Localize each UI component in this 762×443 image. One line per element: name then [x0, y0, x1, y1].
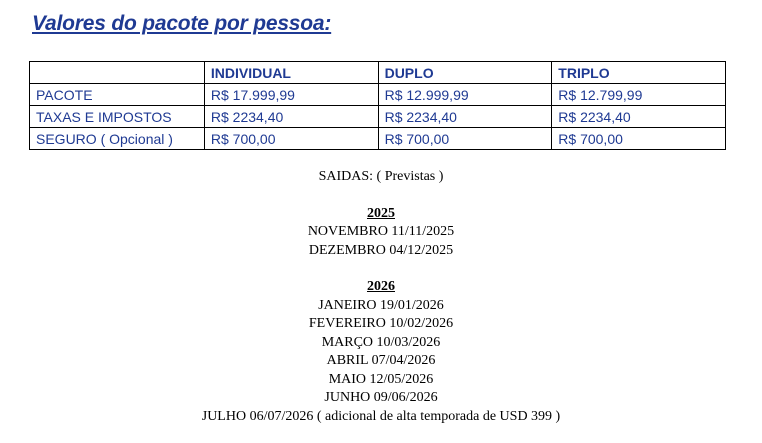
price-cell: R$ 700,00 [552, 128, 726, 150]
price-cell: R$ 12.799,99 [552, 84, 726, 106]
header-cell-triplo: TRIPLO [552, 62, 726, 84]
price-cell: R$ 700,00 [378, 128, 552, 150]
departure-date: MARÇO 10/03/2026 [321, 334, 441, 350]
table-header-row [30, 62, 726, 84]
section-spacer [0, 260, 762, 278]
departure-date: FEVEREIRO 10/02/2026 [308, 316, 454, 331]
departure-date: JANEIRO 19/01/2026 [318, 297, 444, 313]
price-table [29, 61, 726, 150]
departure-date: MAIO 12/05/2026 [328, 371, 434, 387]
price-cell: R$ 2234,40 [204, 106, 378, 128]
row-label: PACOTE [30, 84, 205, 106]
header-cell-individual: INDIVIDUAL [204, 62, 378, 84]
departure-date: NOVEMBRO 11/11/2025 [307, 224, 455, 239]
departure-date: JULHO 06/07/2026 ( adicional de alta temporada de USD 399 ) [201, 408, 561, 424]
departure-date: DEZEMBRO 04/12/2025 [308, 242, 454, 258]
departure-date: JUNHO 09/06/2026 [324, 390, 438, 405]
page-heading: Valores do pacote por pessoa: [32, 12, 332, 35]
year-heading-2025: 2025 [367, 205, 395, 221]
price-cell: R$ 2234,40 [378, 106, 552, 128]
price-cell: R$ 700,00 [204, 128, 378, 150]
price-cell: R$ 17.999,99 [204, 84, 378, 106]
price-cell: R$ 12.999,99 [378, 84, 552, 106]
departures-section [0, 168, 762, 426]
price-cell: R$ 2234,40 [552, 106, 726, 128]
year-heading-2026: 2026 [367, 279, 395, 294]
table-row-pacote [30, 84, 726, 106]
header-cell-empty [30, 62, 205, 84]
departures-title: SAIDAS: ( Previstas ) [318, 169, 444, 184]
table-row-seguro [30, 128, 726, 150]
departure-date: ABRIL 07/04/2026 [326, 353, 436, 368]
row-label: SEGURO ( Opcional ) [30, 128, 205, 150]
header-cell-duplo: DUPLO [378, 62, 552, 84]
table-row-taxas [30, 106, 726, 128]
row-label: TAXAS E IMPOSTOS [30, 106, 205, 128]
